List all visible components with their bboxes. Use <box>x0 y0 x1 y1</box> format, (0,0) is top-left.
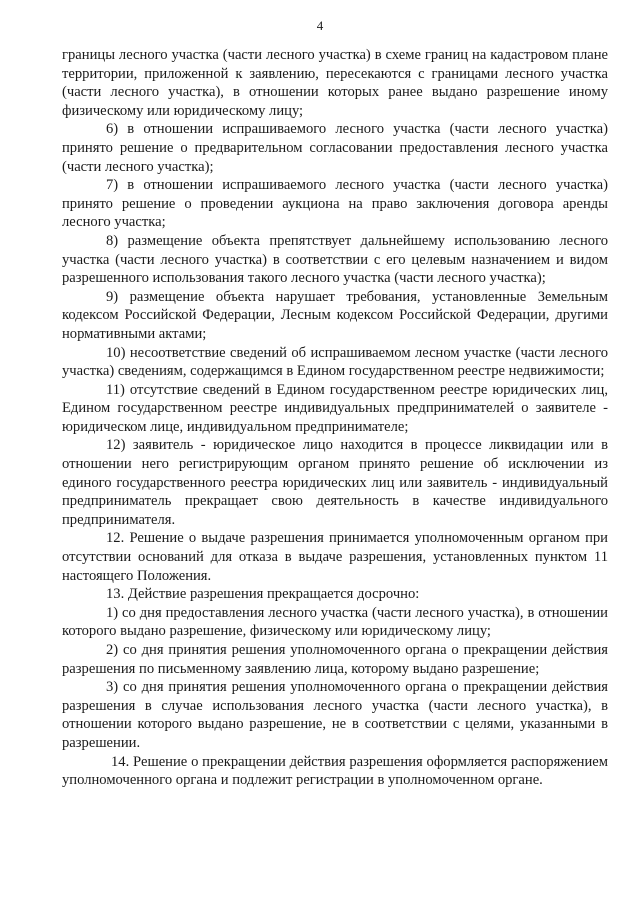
document-body <box>62 46 608 790</box>
paragraph-item-11: 11) отсутствие сведений в Едином государственном реестре юридических лиц, Едином государственном реестре индивидуальных предпринимателей о заявителе - юридическом лице, индивидуальном предпринимателе; <box>62 381 608 435</box>
paragraph-item-10: 10) несоответствие сведений об испрашиваемом лесном участке (части лесного участка) сведениям, содержащимся в Едином государственном реестре недвижимости; <box>62 344 608 380</box>
paragraph-clause-13-item-2: 2) со дня принятия решения уполномоченного органа о прекращении действия разрешения по письменному заявлению лица, которому выдано разрешение; <box>62 642 608 677</box>
paragraph-clause-13: 13. Действие разрешения прекращается досрочно: <box>106 586 420 603</box>
paragraph-continuation: границы лесного участка (части лесного участка) в схеме границ на кадастровом плане территории, приложенной к заявлению, пересекаются с границами лесного участка (части лесного участка), в отношении которых ранее выдано разрешение иному физическому или юридическому лицу; <box>62 47 608 119</box>
paragraph-item-12: 12) заявитель - юридическое лицо находится в процессе ликвидации или в отношении него регистрирующим органом принято решение об исключении из единого государственного реестра юридических лиц или заявитель - индивидуальный предприниматель прекращает свою деятельность в качестве индивидуального предпринимателя. <box>62 437 608 528</box>
paragraph-clause-13-item-1: 1) со дня предоставления лесного участка (части лесного участка), в отношении которого выдано разрешение, физическому или юридическому лицу; <box>62 604 608 640</box>
paragraph-item-7: 7) в отношении испрашиваемого лесного участка (части лесного участка) принято решение о проведении аукциона на право заключения договора аренды лесного участка; <box>62 177 608 231</box>
paragraph-item-8: 8) размещение объекта препятствует дальнейшему использованию лесного участка (части лесного участка) в соответствии с его целевым назначением и видом разрешенного использования такого лесного участка (части лесного участка); <box>62 232 608 287</box>
paragraph-item-6: 6) в отношении испрашиваемого лесного участка (части лесного участка) принято решение о предварительном согласовании предоставления лесного участка (части лесного участка); <box>62 121 608 175</box>
paragraph-clause-12: 12. Решение о выдаче разрешения принимается уполномоченным органом при отсутствии оснований для отказа в выдаче разрешения, установленных пунктом 11 настоящего Положения. <box>62 530 608 584</box>
paragraph-clause-13-item-3: 3) со дня принятия решения уполномоченного органа о прекращении действия разрешения в случае использования лесного участка (части лесного участка), в отношении которого выдано разрешение, не в соответствии с целями, указанными в разрешении. <box>62 679 608 751</box>
paragraph-clause-14: 14. Решение о прекращении действия разрешения оформляется распоряжением уполномоченного органа и подлежит регистрации в уполномоченном органе. <box>62 753 608 789</box>
page-number: 4 <box>316 18 324 33</box>
paragraph-item-9: 9) размещение объекта нарушает требования, установленные Земельным кодексом Российской Федерации, Лесным кодексом Российской Федерации, другими нормативными актами; <box>62 288 608 342</box>
